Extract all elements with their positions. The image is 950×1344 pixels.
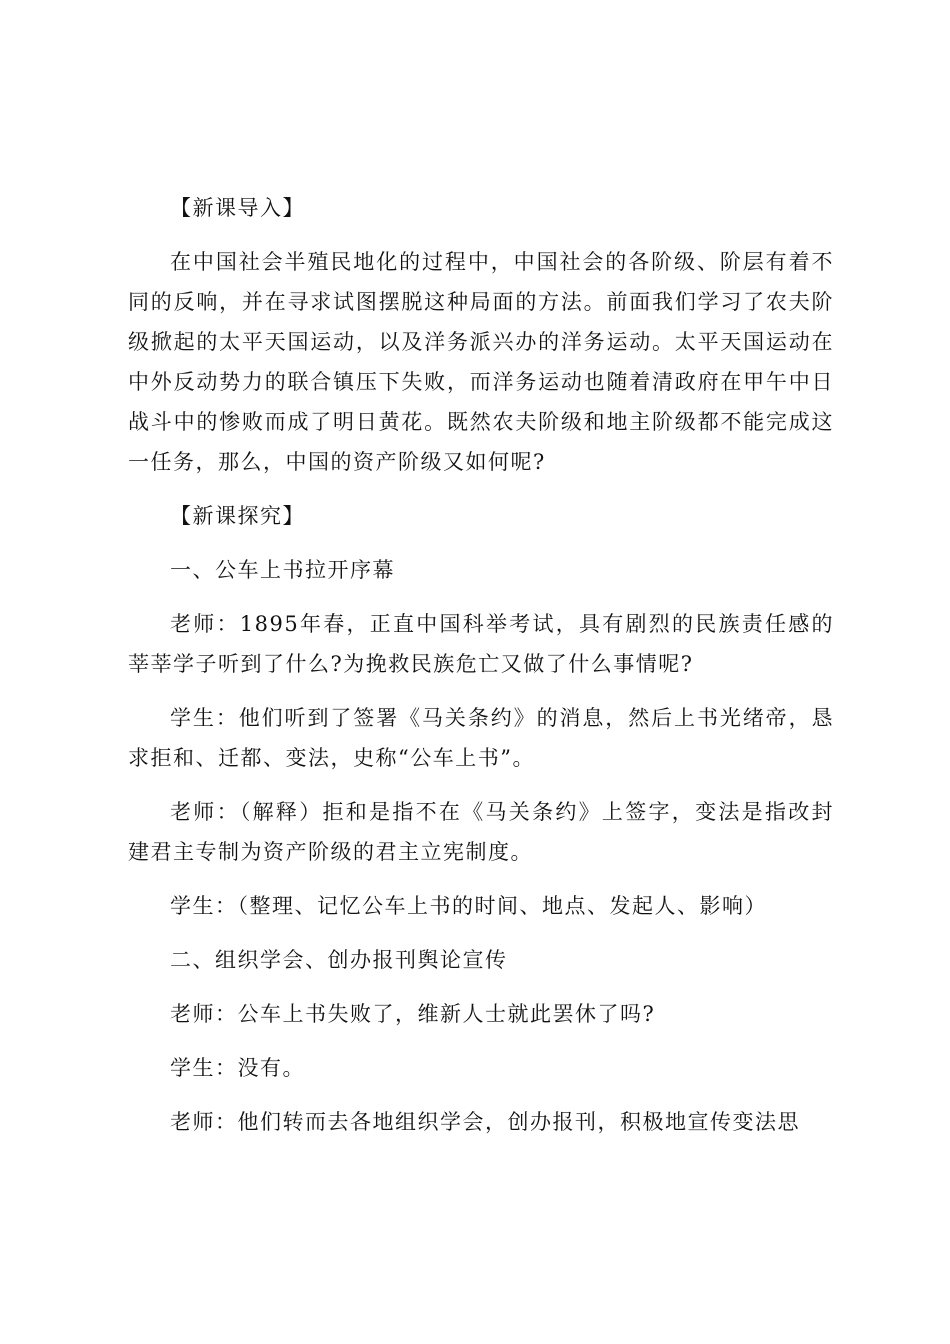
teacher-question-1: 老师：1895年春，正直中国科举考试，具有剧烈的民族责任感的莘莘学子听到了什么?为挽救民族危亡又做了什么事情呢? <box>128 612 834 676</box>
student-task: 学生：（整理、记忆公车上书的时间、地点、发起人、影响） <box>170 894 767 918</box>
document-body <box>128 188 834 1142</box>
intro-paragraph: 在中国社会半殖民地化的过程中，中国社会的各阶级、阶层有着不同的反响，并在寻求试图摆脱这种局面的方法。前面我们学习了农夫阶级掀起的太平天国运动，以及洋务派兴办的洋务运动。太平天国运动在中外反动势力的联合镇压下失败，而洋务运动也随着清政府在甲午中日战斗中的惨败而成了明日黄花。既然农夫阶级和地主阶级都不能完成这一任务，那么，中国的资产阶级又如何呢? <box>128 250 834 474</box>
section-heading-explore: 【新课探究】 <box>170 504 305 528</box>
teacher-question-2: 老师：公车上书失败了，维新人士就此罢休了吗? <box>170 1002 656 1026</box>
subheading-1: 一、公车上书拉开序幕 <box>170 558 395 582</box>
subheading-2: 二、组织学会、创办报刊舆论宣传 <box>170 948 508 972</box>
student-answer-1: 学生：他们听到了签署《马关条约》的消息，然后上书光绪帝，恳求拒和、迁都、变法，史称“公车上书”。 <box>128 706 834 770</box>
student-answer-2: 学生：没有。 <box>170 1056 305 1080</box>
teacher-explanation: 老师：（解释）拒和是指不在《马关条约》上签字，变法是指改封建君主专制为资产阶级的君主立宪制度。 <box>128 800 834 864</box>
section-heading-intro: 【新课导入】 <box>170 196 305 220</box>
teacher-statement: 老师：他们转而去各地组织学会，创办报刊，积极地宣传变法思 <box>170 1110 800 1134</box>
